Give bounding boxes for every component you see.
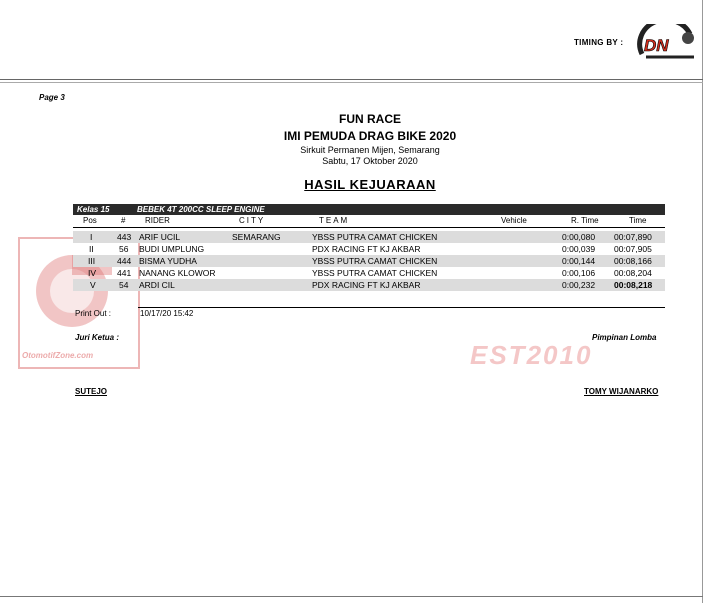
col-num: #	[121, 216, 126, 225]
col-rider: RIDER	[145, 216, 170, 225]
juri-label: Juri Ketua :	[75, 333, 120, 342]
event-venue: Sirkuit Permanen Mijen, Semarang	[300, 145, 440, 155]
cell-time: 00:08,218	[614, 280, 653, 290]
cell-rtime: 0:00,039	[562, 244, 596, 254]
results-table	[73, 231, 665, 291]
page-border	[702, 0, 703, 603]
table-row	[73, 243, 665, 255]
cell-pos: III	[88, 256, 96, 266]
header-divider	[0, 79, 703, 80]
cell-rtime: 0:00,144	[562, 256, 596, 266]
event-subtitle: IMI PEMUDA DRAG BIKE 2020	[283, 129, 457, 143]
cell-num: 443	[117, 232, 132, 242]
cell-rider: BISMA YUDHA	[139, 256, 197, 266]
event-title: FUN RACE	[339, 112, 401, 126]
cell-team: YBSS PUTRA CAMAT CHICKEN	[312, 232, 438, 242]
cell-rider: ARIF UCIL	[139, 232, 181, 242]
juri-signature-name: SUTEJO	[75, 387, 108, 396]
cell-num: 444	[117, 256, 132, 266]
cell-rider: BUDI UMPLUNG	[139, 244, 205, 254]
cell-pos: V	[90, 280, 96, 290]
page-header	[0, 0, 703, 80]
cell-num: 56	[119, 244, 129, 254]
col-city: CITY	[239, 216, 266, 225]
cell-rider: NANANG KLOWOR	[139, 268, 216, 278]
watermark-site-text: OtomotifZone.com	[22, 351, 94, 360]
table-row	[73, 255, 665, 267]
est2010-watermark: EST2010	[470, 340, 593, 370]
col-rtime: R. Time	[571, 216, 599, 225]
cell-pos: IV	[88, 268, 97, 278]
timing-label: TIMING BY :	[574, 38, 624, 47]
col-vehicle: Vehicle	[501, 216, 527, 225]
cell-time: 00:07,905	[614, 244, 652, 254]
cell-team: YBSS PUTRA CAMAT CHICKEN	[312, 256, 438, 266]
cell-rider: ARDI CIL	[139, 280, 175, 290]
cell-num: 54	[119, 280, 129, 290]
class-header-bar	[73, 204, 665, 215]
printout-rule	[138, 307, 665, 308]
cell-rtime: 0:00,080	[562, 232, 596, 242]
class-name: BEBEK 4T 200CC SLEEP ENGINE	[137, 205, 265, 214]
cell-team: PDX RACING FT KJ AKBAR	[312, 280, 421, 290]
col-time: Time	[629, 216, 647, 225]
cell-city: SEMARANG	[232, 232, 281, 242]
col-team: TEAM	[319, 216, 350, 225]
printout-value: 10/17/20 15:42	[140, 309, 194, 318]
class-label: Kelas 15	[77, 205, 110, 214]
event-date: Sabtu, 17 Oktober 2020	[322, 156, 418, 166]
pimpinan-signature-name: TOMY WIJANARKO	[584, 387, 659, 396]
header-divider-thin	[0, 82, 703, 83]
cell-team: PDX RACING FT KJ AKBAR	[312, 244, 421, 254]
timing-logo-text: DN	[644, 36, 669, 55]
printout-label: Print Out :	[75, 309, 112, 318]
cell-time: 00:07,890	[614, 232, 652, 242]
cell-rtime: 0:00,232	[562, 280, 596, 290]
cell-rtime: 0:00,106	[562, 268, 596, 278]
page-bottom-rule	[0, 596, 703, 597]
cell-team: YBSS PUTRA CAMAT CHICKEN	[312, 268, 438, 278]
table-row	[73, 231, 665, 243]
table-row	[73, 267, 665, 279]
cell-time: 00:08,166	[614, 256, 652, 266]
cell-time: 00:08,204	[614, 268, 652, 278]
cell-num: 441	[117, 268, 132, 278]
timing-logo	[632, 24, 698, 62]
pimpinan-label: Pimpinan Lomba	[592, 333, 657, 342]
cell-pos: I	[90, 232, 93, 242]
table-row	[73, 279, 665, 291]
result-title: HASIL KEJUARAAN	[304, 177, 436, 192]
col-pos: Pos	[83, 216, 97, 225]
column-header-row	[73, 215, 665, 228]
cell-pos: II	[89, 244, 94, 254]
page-number: Page 3	[39, 93, 65, 102]
